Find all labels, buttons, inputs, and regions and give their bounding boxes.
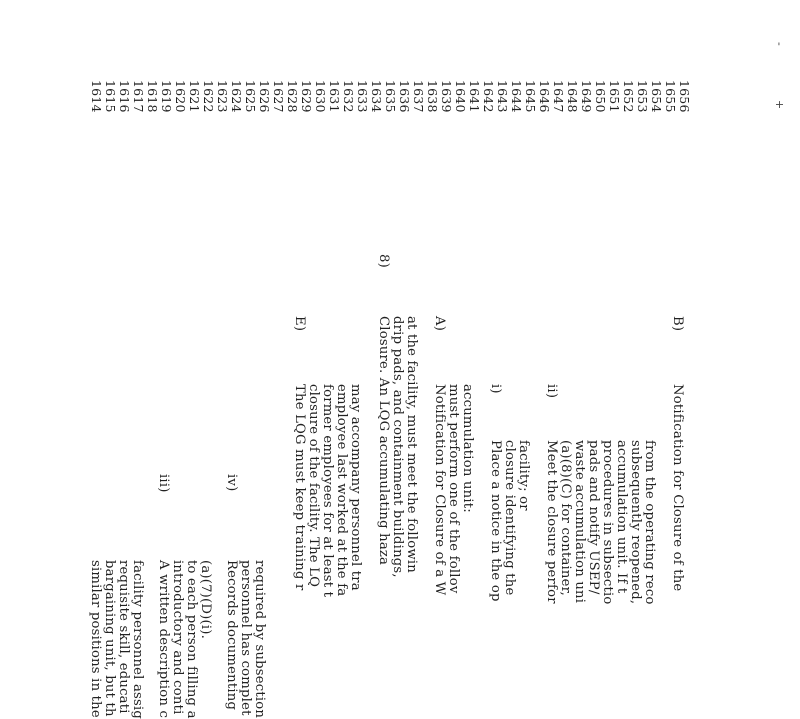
- line-number: 1643: [495, 80, 510, 113]
- text-line-1625: personnel has complet: [238, 560, 253, 716]
- text-line-1635: drip pads, and containment buildings,: [390, 316, 405, 578]
- item-label-iii: iii): [156, 474, 171, 493]
- text-line-1620: introductory and conti: [170, 560, 185, 715]
- text-line-1634: Closure. An LQG accumulating haza: [376, 316, 391, 566]
- line-number: 1620: [173, 80, 188, 113]
- text-line-1651: accumulation unit. If t: [614, 440, 629, 594]
- line-number: 1637: [411, 80, 426, 113]
- line-number: 1625: [243, 80, 258, 113]
- text-line-1655: Notification for Closure of the: [670, 384, 685, 592]
- text-line-1631: employee last worked at the fa: [334, 384, 349, 597]
- item-label-ii: ii): [544, 384, 559, 399]
- text-line-1648: waste accumulation uni: [572, 440, 587, 604]
- line-number: 1623: [215, 80, 230, 113]
- text-line-1644: facility; or: [516, 440, 531, 511]
- line-number: 1622: [201, 80, 216, 113]
- line-number: 1646: [537, 80, 552, 113]
- line-number: 1635: [383, 80, 398, 113]
- text-line-1650: procedures in subsectio: [600, 440, 615, 605]
- text-line-1640: accumulation unit:: [460, 384, 475, 513]
- text-line-1629: closure of the facility. The LQ: [306, 384, 321, 588]
- line-number: 1649: [579, 80, 594, 113]
- text-line-1630: former employees for at least t: [320, 384, 335, 598]
- text-line-1638: Notification for Closure of a W: [432, 384, 447, 596]
- line-number: 1626: [257, 80, 272, 113]
- line-number: 1639: [439, 80, 454, 113]
- line-number: 1636: [397, 80, 412, 113]
- margin-mark: +: [773, 100, 786, 110]
- line-number: 1653: [635, 80, 650, 113]
- line-number: 1640: [453, 80, 468, 113]
- line-number: 1615: [103, 80, 118, 113]
- item-label-E: E): [292, 316, 307, 332]
- item-label-B: B): [670, 316, 685, 332]
- text-line-1626: required by subsection: [252, 560, 267, 719]
- text-line-1652: subsequently reopened,: [628, 440, 643, 605]
- text-line-1647: (a)(8)(C) for container,: [558, 440, 573, 597]
- text-line-1622: (a)(7)(D)(i).: [198, 560, 213, 639]
- text-line-1621: to each person filling a: [184, 560, 199, 719]
- line-number: 1614: [89, 80, 104, 113]
- line-number: 1656: [677, 80, 692, 113]
- line-number: 1619: [159, 80, 174, 113]
- item-label-i: i): [488, 384, 503, 394]
- item-label-A: A): [432, 316, 447, 332]
- text-line-1619: A written description c: [156, 560, 171, 719]
- line-number: 1617: [131, 80, 146, 113]
- line-number: 1634: [369, 80, 384, 113]
- line-number: 1644: [509, 80, 524, 113]
- text-line-1614: similar positions in the: [88, 560, 103, 718]
- line-number: 1652: [621, 80, 636, 113]
- text-line-1628: The LQG must keep training r: [292, 384, 307, 591]
- line-number: 1648: [565, 80, 580, 113]
- text-line-1643: closure identifying the: [502, 440, 517, 596]
- line-number: 1631: [327, 80, 342, 113]
- line-number: 1641: [467, 80, 482, 113]
- text-line-1617: facility personnel assig: [130, 560, 145, 719]
- text-line-1632: may accompany personnel tra: [348, 384, 363, 591]
- line-number: 1628: [285, 80, 300, 113]
- text-line-1642: Place a notice in the op: [488, 440, 503, 602]
- line-number: 1650: [593, 80, 608, 113]
- line-number: 1627: [271, 80, 286, 113]
- text-line-1615: bargaining unit, but th: [102, 560, 117, 717]
- line-number: 1616: [117, 80, 132, 113]
- line-number: 1618: [145, 80, 160, 113]
- margin-mark: -: [773, 42, 786, 46]
- line-number: 1630: [313, 80, 328, 113]
- text-line-1624: Records documenting: [224, 560, 239, 711]
- text-line-1649: pads and notify USEP/: [586, 440, 601, 595]
- line-number: 1645: [523, 80, 538, 113]
- text-line-1616: requisite skill, educati: [116, 560, 131, 714]
- line-number: 1624: [229, 80, 244, 113]
- line-number: 1654: [649, 80, 664, 113]
- line-number: 1632: [341, 80, 356, 113]
- line-number: 1642: [481, 80, 496, 113]
- text-line-1636: at the facility, must meet the followin: [404, 316, 419, 573]
- item-label-iv: iv): [224, 474, 239, 492]
- text-line-1646: Meet the closure perfor: [544, 440, 559, 604]
- line-number: 1621: [187, 80, 202, 113]
- line-number: 1633: [355, 80, 370, 113]
- line-number: 1655: [663, 80, 678, 113]
- text-line-1653: from the operating reco: [642, 440, 657, 605]
- line-number: 1638: [425, 80, 440, 113]
- line-number: 1629: [299, 80, 314, 113]
- line-number: 1647: [551, 80, 566, 113]
- line-number: 1651: [607, 80, 622, 113]
- text-line-1639: must perform one of the follov: [446, 384, 461, 594]
- section-label-8: 8): [376, 254, 391, 268]
